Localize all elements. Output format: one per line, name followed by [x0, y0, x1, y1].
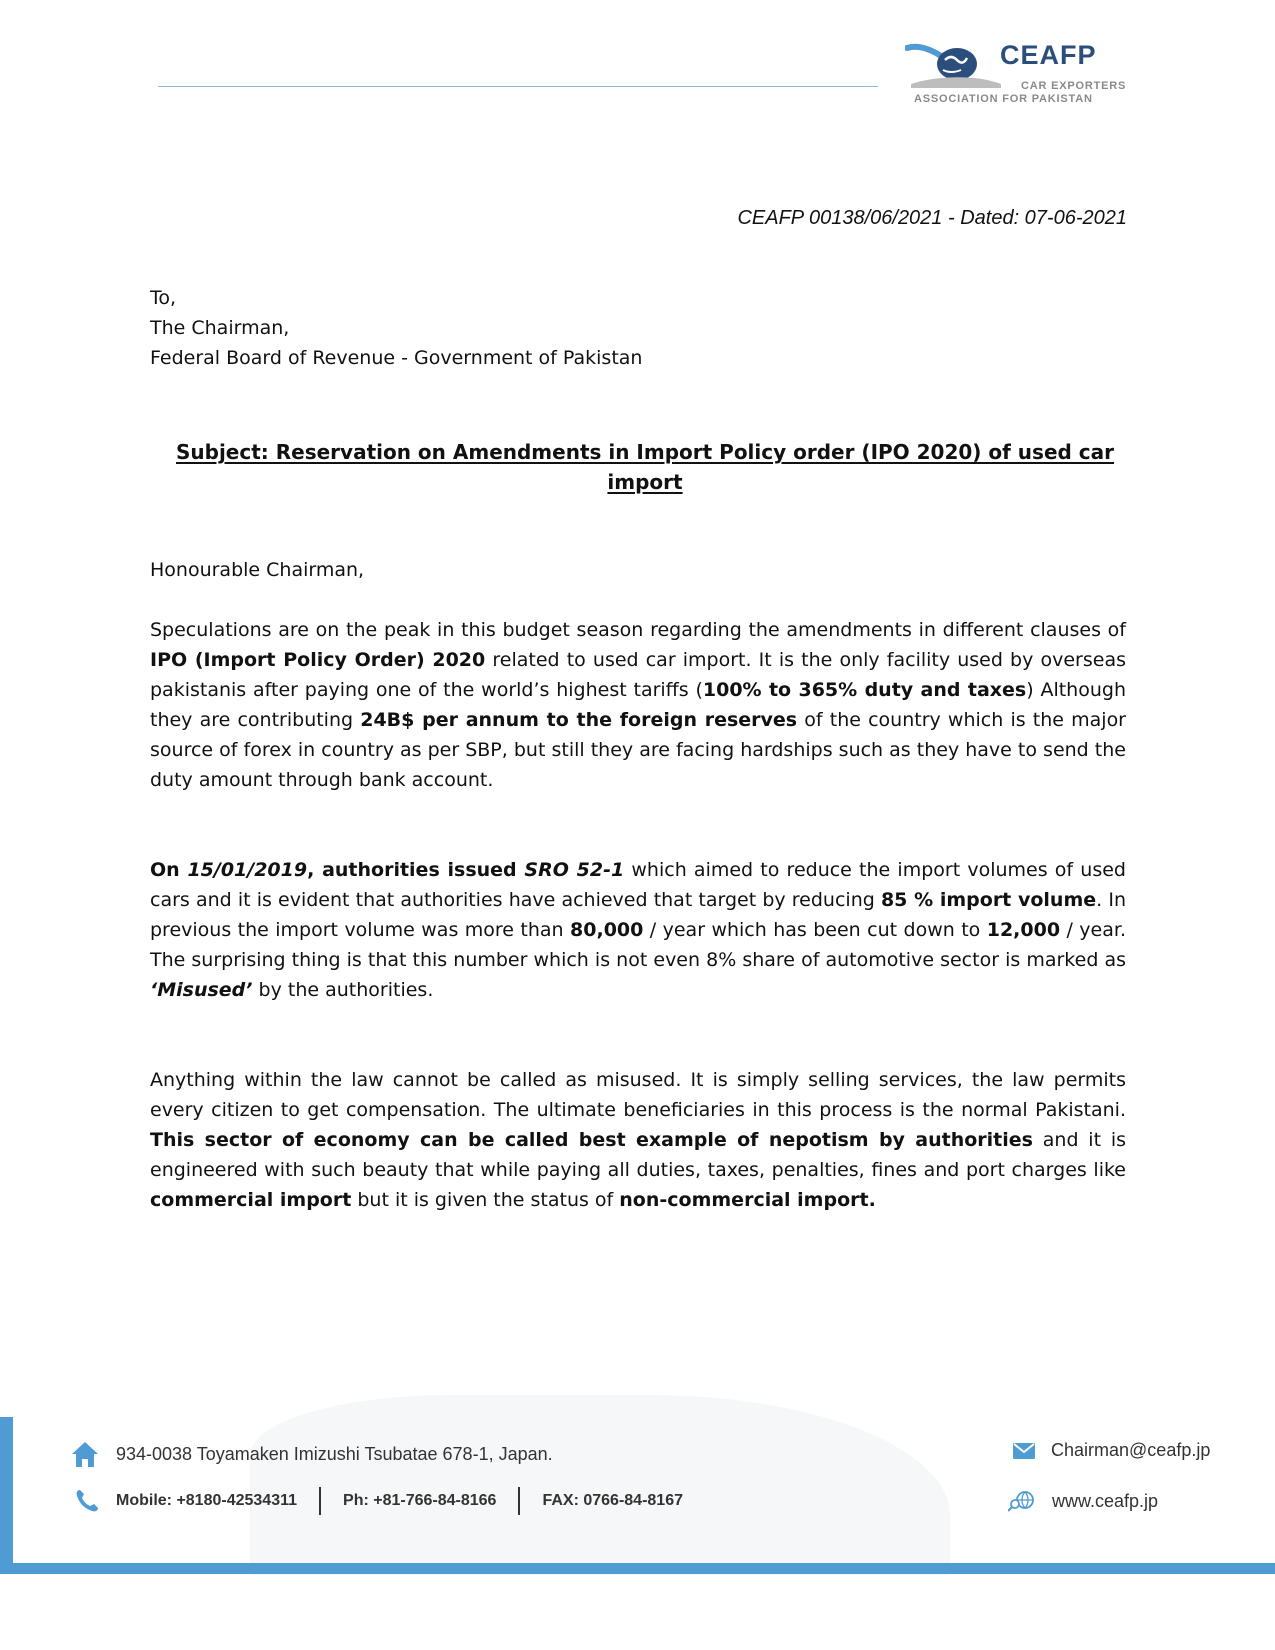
website-link[interactable]: www.ceafp.jp [1052, 1490, 1159, 1511]
bold-text: This sector of economy can be called best example of nepotism by authorities [150, 1129, 1033, 1151]
ceafp-logo [905, 40, 1135, 110]
bold-text: non-commercial import. [619, 1189, 876, 1211]
footer-left-accent [0, 1417, 13, 1570]
logo-subtitle-line-2: ASSOCIATION FOR PAKISTAN [914, 93, 1093, 105]
footer-bottom-accent [0, 1563, 1275, 1574]
bold-text: On [150, 859, 188, 881]
bold-text: commercial import [150, 1189, 352, 1211]
bold-text: 100% to 365% duty and taxes [702, 679, 1027, 701]
address-line: The Chairman, [150, 317, 290, 339]
bold-text: , authorities issued [307, 859, 525, 881]
letter-footer [0, 1395, 1275, 1580]
text-run: . In previous the import volume was more than [150, 889, 1126, 941]
bold-text: IPO (Import Policy Order) 2020 [150, 649, 486, 671]
text-run: which aimed to reduce the import volumes of used cars and it is evident that authorities have achieved that target by reducing [150, 859, 1126, 911]
bold-text: 80,000 [570, 919, 644, 941]
letter-reference: CEAFP 00138/06/2021 - Dated: 07-06-2021 [737, 207, 1127, 229]
bold-italic-text: ‘Misused’ [150, 979, 253, 1001]
phone-number: Ph: +81-766-84-8166 [343, 1492, 497, 1509]
text-run: Anything within the law cannot be called as misused. It is simply selling services, the law permits every citizen to get compensation. The ultimate beneficiaries in this process is the normal Pakistani. [150, 1069, 1126, 1121]
text-run: Speculations are on the peak in this budget season regarding the amendments in different clauses of [150, 619, 1126, 641]
text-run: but it is given the status of [351, 1189, 620, 1211]
address-line: To, [150, 287, 177, 309]
email-icon [1013, 1443, 1035, 1459]
text-run: and it is engineered with such beauty that while paying all duties, taxes, penalties, fines and port charges like [150, 1129, 1126, 1181]
footer-background-wave [250, 1395, 950, 1575]
footer-address-text: 934-0038 Toyamaken Imizushi Tsubatae 678-1, Japan. [116, 1443, 553, 1464]
phone-icon [74, 1488, 100, 1514]
fax-number: FAX: 0766-84-8167 [542, 1492, 683, 1509]
globe-car-logo-mark [905, 40, 1005, 90]
text-run: / year. The surprising thing is that this number which is not even 8% share of automotive sector is marked as [150, 919, 1126, 971]
bold-text: 12,000 [986, 919, 1061, 941]
bold-italic-text: SRO 52-1 [524, 859, 625, 881]
footer-address [70, 1440, 553, 1468]
globe-icon [1008, 1490, 1036, 1512]
address-line: Federal Board of Revenue - Government of Pakistan [150, 347, 643, 369]
email-link[interactable]: Chairman@ceafp.jp [1051, 1440, 1211, 1460]
text-run: of the country which is the major source of forex in country as per SBP, but still they are facing hardships such as they have to send the duty amount through bank account. [150, 709, 1126, 791]
separator [319, 1487, 321, 1515]
footer-website [1008, 1490, 1158, 1512]
text-run: / year which has been cut down to [643, 919, 987, 941]
footer-phones [74, 1487, 683, 1515]
logo-subtitle-line-1: CAR EXPORTERS [1021, 80, 1127, 92]
bold-text: 24B$ per annum to the foreign reserves [360, 709, 798, 731]
paragraph-2 [150, 855, 1126, 1005]
paragraph-3 [150, 1065, 1126, 1215]
text-run: related to used car import. It is the only facility used by overseas pakistanis after paying one of the world’s highest tariffs ( [150, 649, 1126, 701]
text-run: by the authorities. [252, 979, 434, 1001]
footer-email [1013, 1440, 1210, 1461]
bold-text: 85 % import volume [880, 889, 1097, 911]
logo-title: CEAFP [1000, 40, 1097, 70]
salutation: Honourable Chairman, [150, 559, 365, 581]
letter-body [150, 283, 1126, 1215]
subject-line: Subject: Reservation on Amendments in Import Policy order (IPO 2020) of used car import [175, 440, 1115, 494]
paragraph-1 [150, 615, 1126, 795]
bold-italic-text: 15/01/2019 [187, 859, 308, 881]
mobile-number: Mobile: +8180-42534311 [116, 1492, 298, 1509]
home-icon [70, 1440, 100, 1468]
header-rule [158, 86, 878, 87]
text-run: ) Although they are contributing [150, 679, 1126, 731]
separator [518, 1487, 520, 1515]
